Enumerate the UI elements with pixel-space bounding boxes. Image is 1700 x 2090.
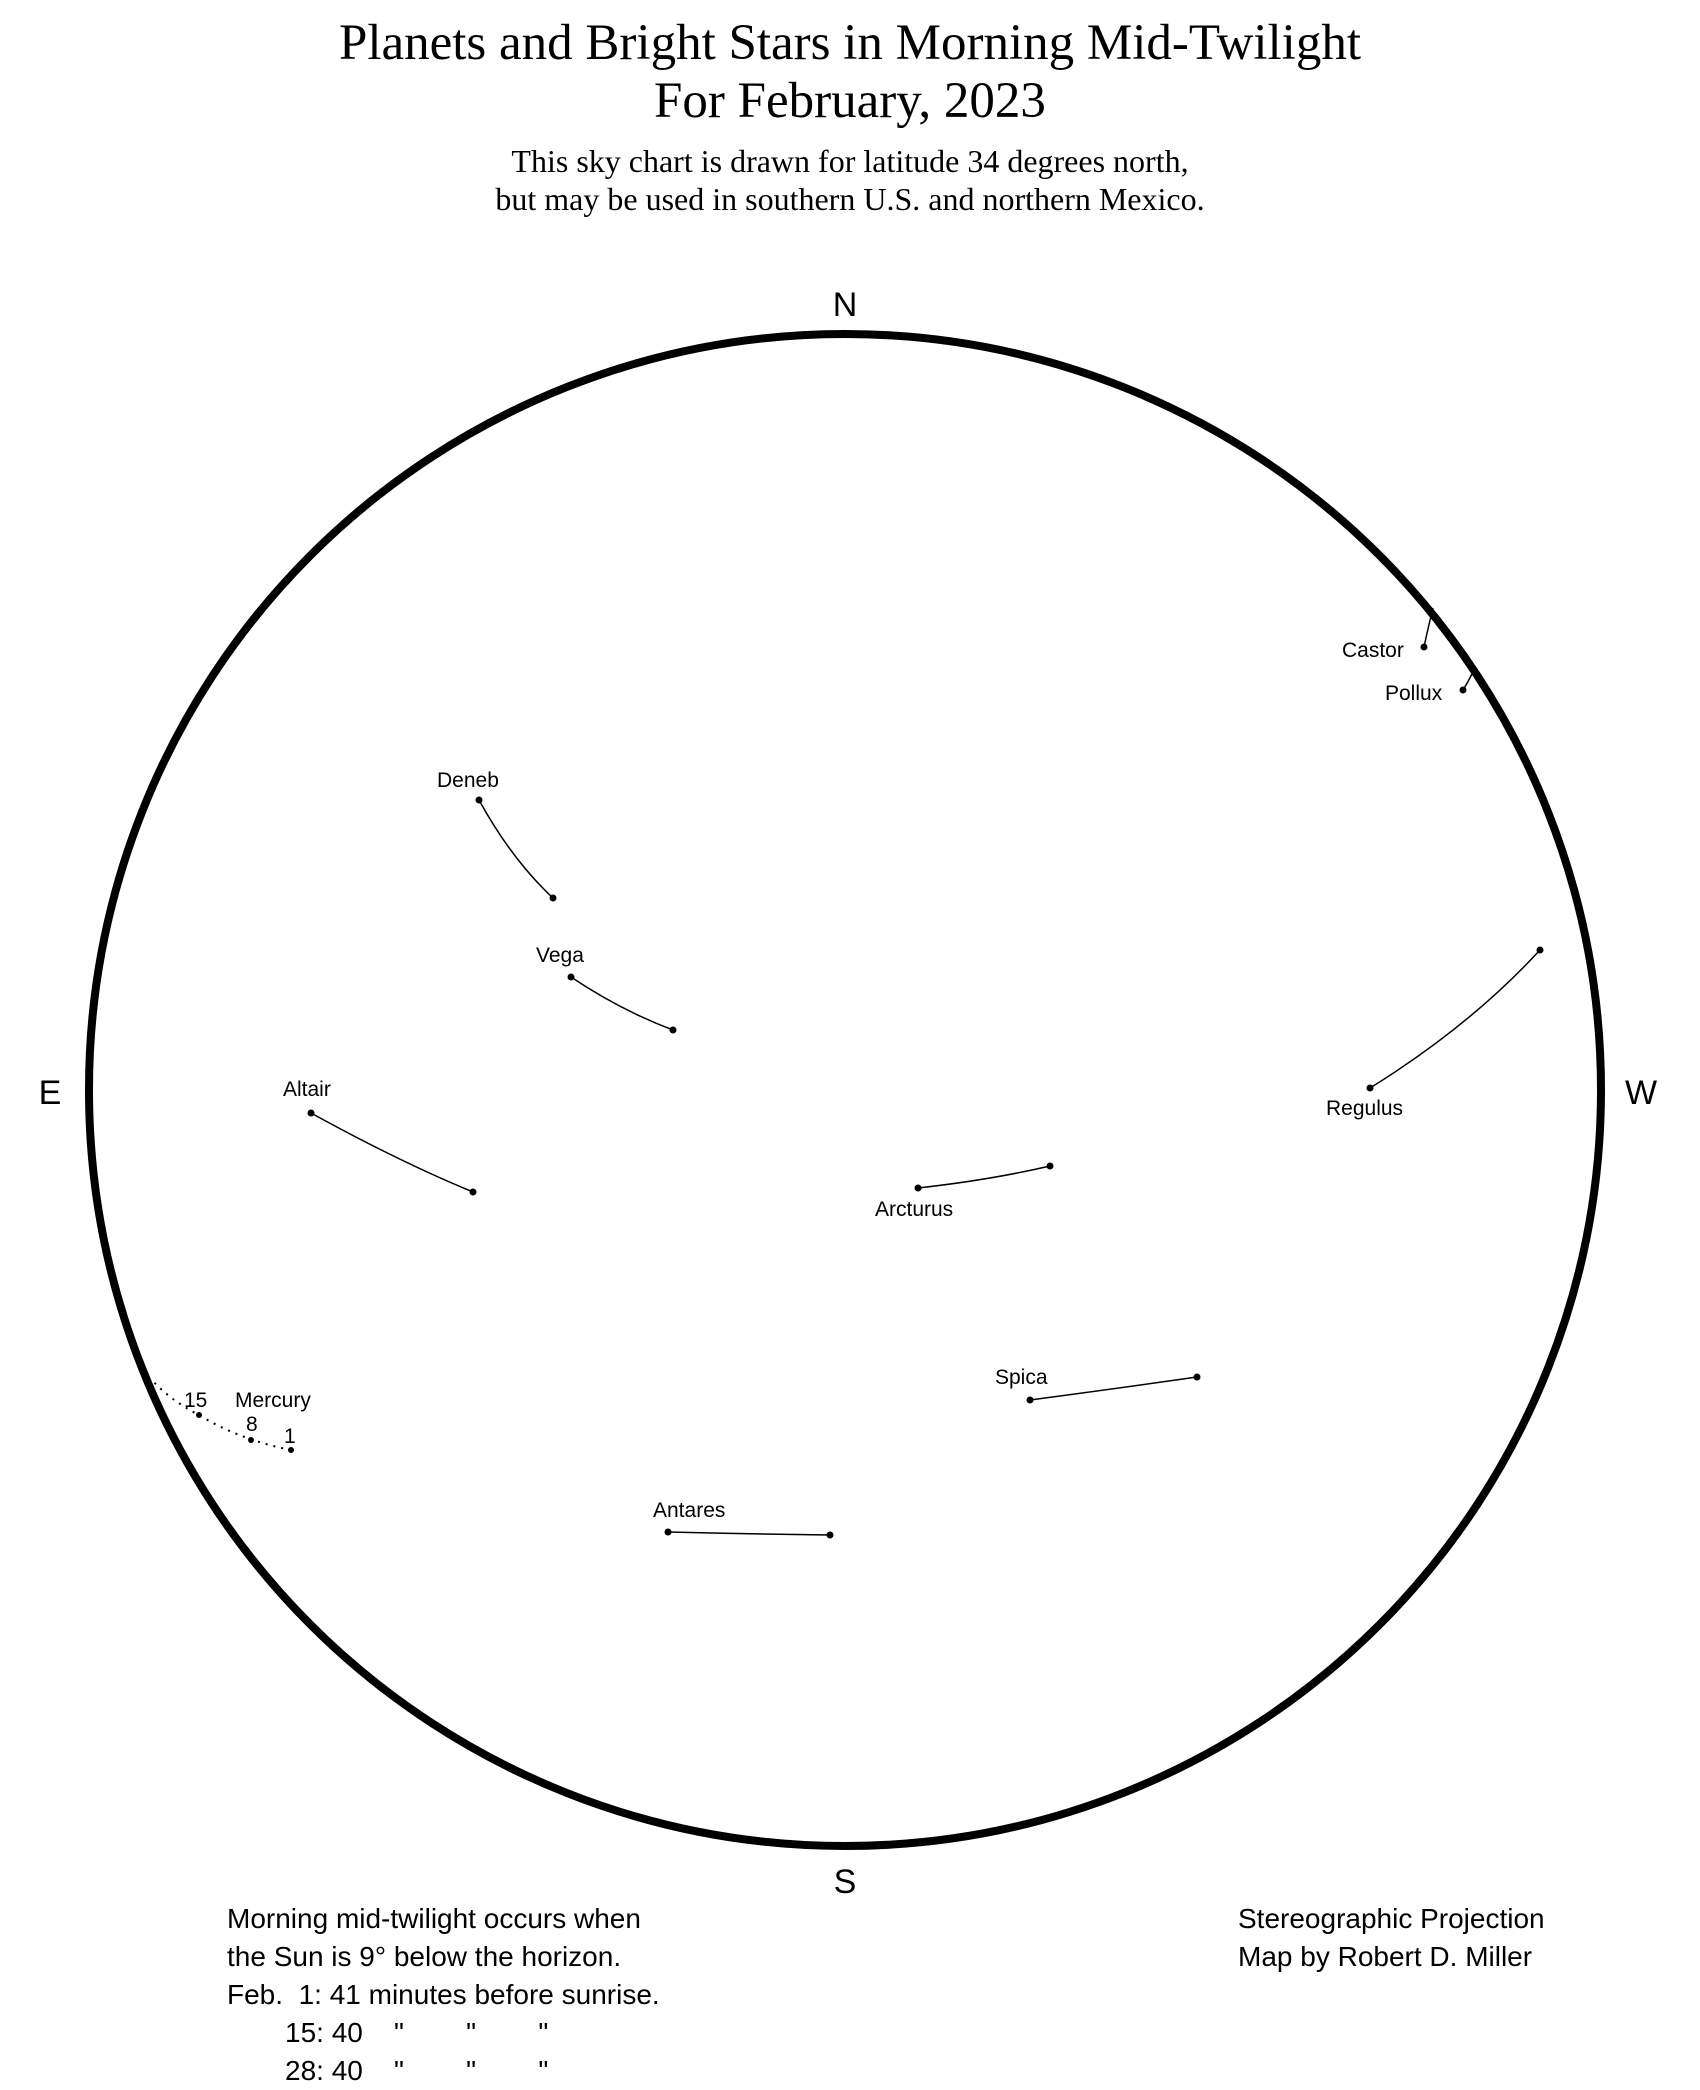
star-label-regulus: Regulus (1326, 1097, 1404, 1120)
star-altair (283, 1078, 477, 1196)
subtitle-line-2: but may be used in southern U.S. and northern Mexico. (495, 181, 1205, 217)
star-antares (653, 1499, 834, 1539)
star-arcturus (875, 1163, 1054, 1222)
compass-east-label: E (38, 1074, 62, 1112)
mercury-position-feb-8 (248, 1437, 254, 1443)
twilight-note-line-1: Morning mid-twilight occurs when (227, 1903, 641, 1934)
star-label-altair: Altair (283, 1078, 331, 1101)
mercury-date-15: 15 (184, 1389, 208, 1412)
twilight-note-line-3: Feb. 1: 41 minutes before sunrise. (227, 1979, 660, 2010)
chart-title-line-2: For February, 2023 (654, 73, 1046, 129)
twilight-note-line-5: 28: 40 " " " (285, 2055, 549, 2086)
mercury-position-feb-15 (196, 1412, 202, 1418)
star-deneb (437, 769, 557, 902)
star-regulus (1326, 947, 1544, 1121)
mercury-date-8: 8 (246, 1413, 258, 1436)
subtitle-line-1: This sky chart is drawn for latitude 34 degrees north, (511, 143, 1189, 179)
twilight-note-line-4: 15: 40 " " " (285, 2017, 549, 2048)
twilight-note-line-2: the Sun is 9° below the horizon. (227, 1941, 622, 1972)
star-label-antares: Antares (653, 1499, 726, 1522)
star-vega (536, 944, 677, 1034)
star-label-vega: Vega (536, 944, 584, 967)
star-label-arcturus: Arcturus (875, 1198, 954, 1221)
compass-south-label: S (833, 1863, 857, 1901)
star-label-deneb: Deneb (437, 769, 499, 792)
star-label-spica: Spica (995, 1366, 1048, 1389)
compass-west-label: W (1624, 1074, 1658, 1112)
star-spica (995, 1366, 1201, 1404)
mercury-date-1: 1 (284, 1425, 296, 1448)
projection-note: Stereographic Projection (1238, 1903, 1545, 1934)
star-label-castor: Castor (1342, 639, 1404, 662)
planet-label-mercury: Mercury (235, 1389, 311, 1412)
chart-title-line-1: Planets and Bright Stars in Morning Mid-Twilight (338, 15, 1362, 71)
star-castor (1342, 608, 1433, 662)
author-credit: Map by Robert D. Miller (1238, 1941, 1533, 1972)
star-pollux (1385, 674, 1472, 705)
compass-north-label: N (832, 286, 858, 324)
star-label-pollux: Pollux (1385, 682, 1443, 705)
